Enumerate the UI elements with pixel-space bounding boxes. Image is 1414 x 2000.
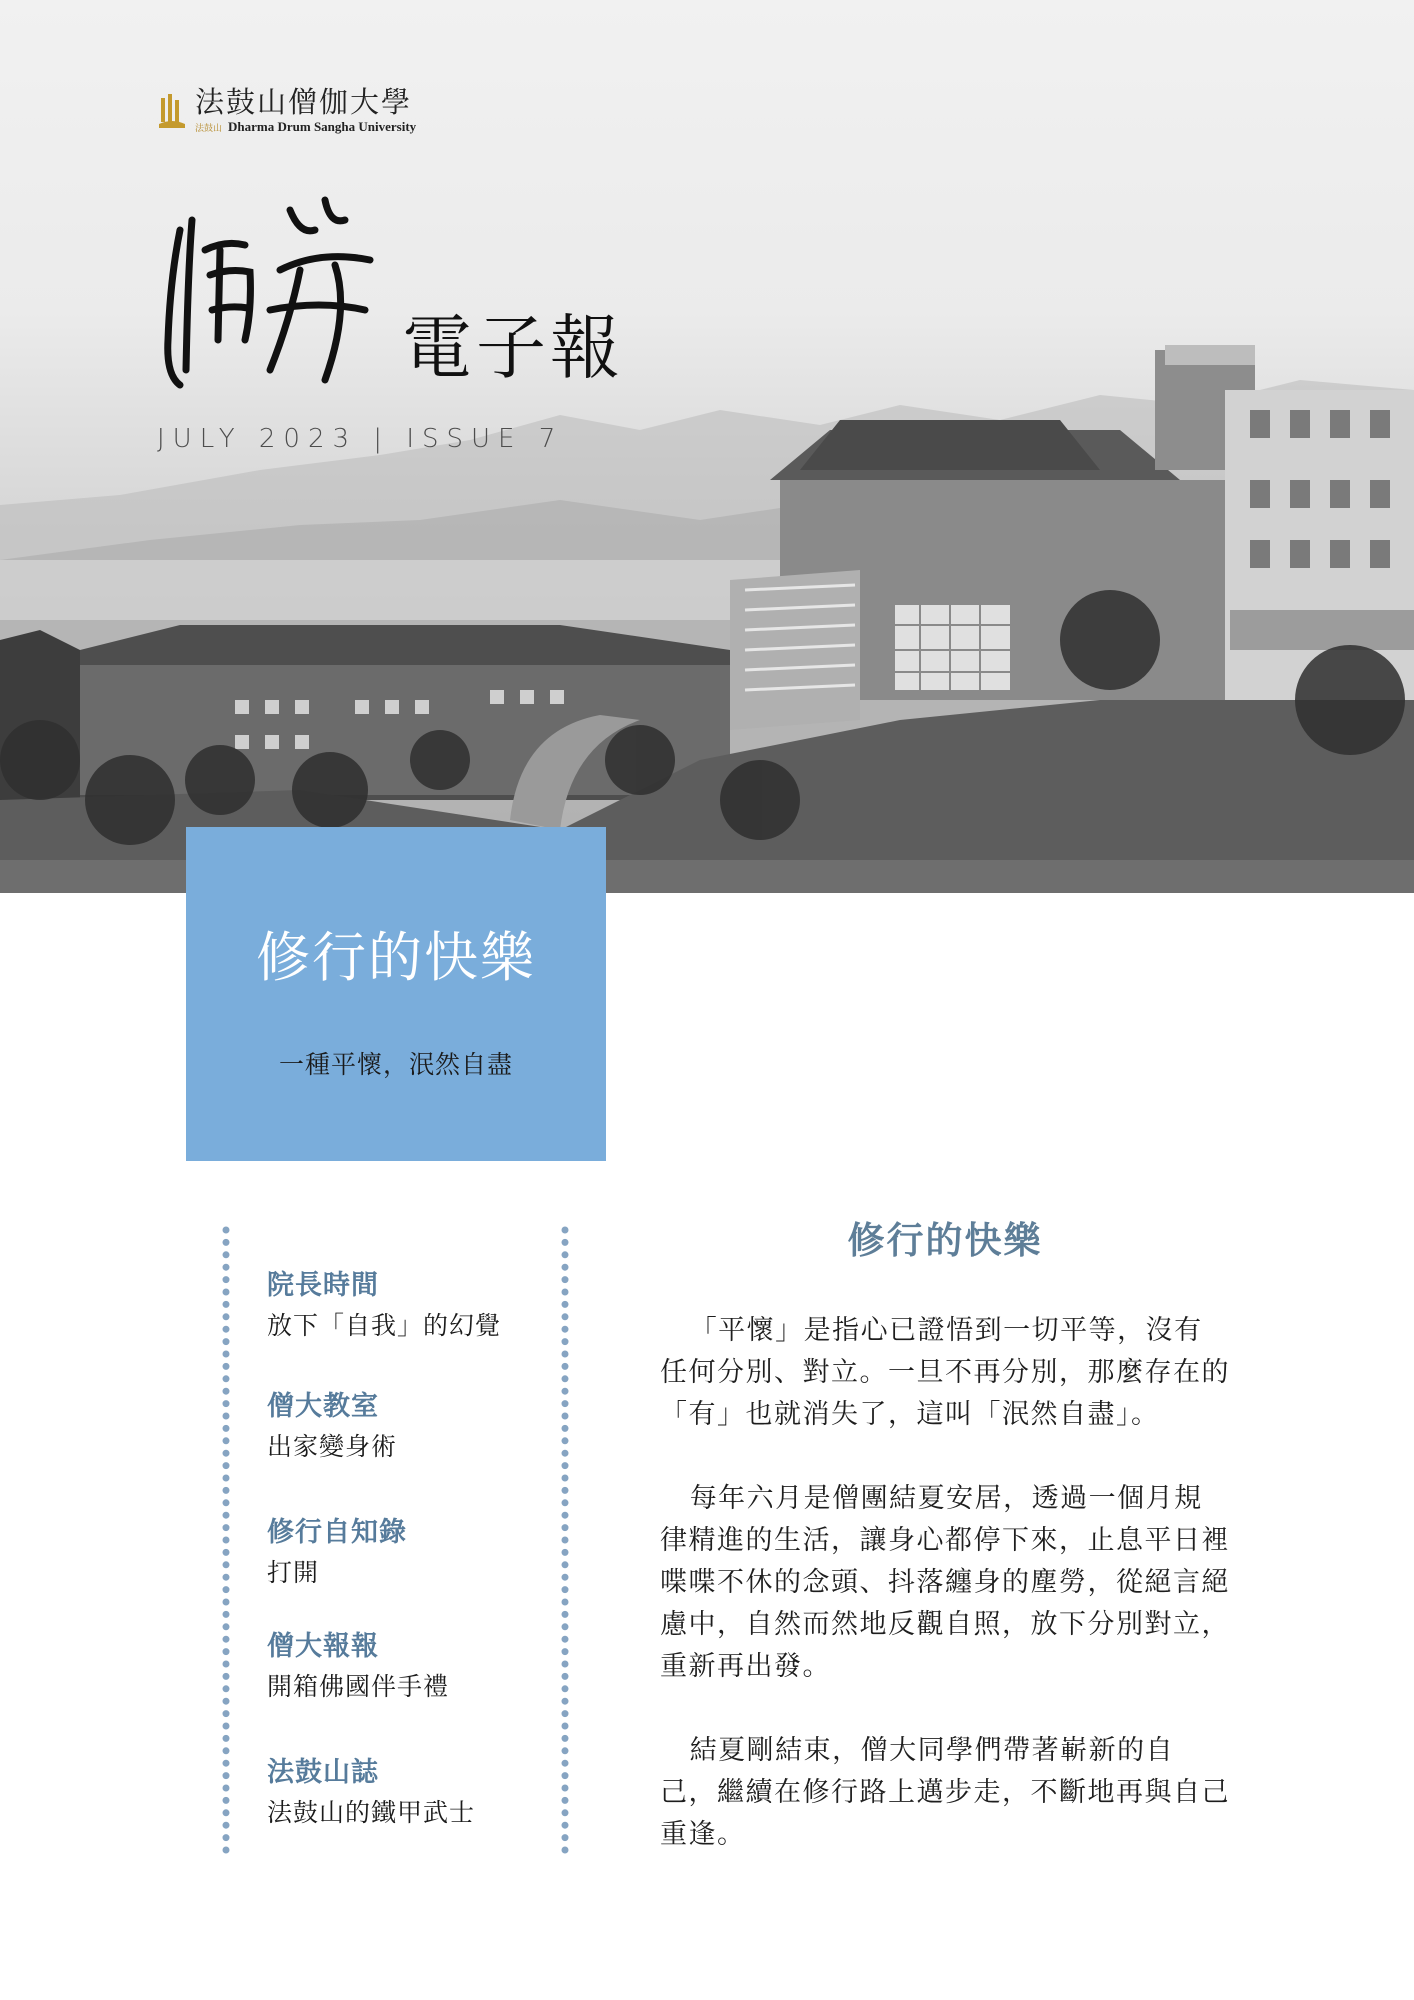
newsletter-title: 電子報	[402, 307, 624, 389]
toc-heading: 院長時間	[267, 1270, 379, 1301]
toc-item[interactable]	[267, 1268, 501, 1344]
feature-title: 修行的快樂	[256, 926, 536, 989]
toc-heading: 法鼓山誌	[267, 1757, 379, 1788]
logo-small-chinese: 法鼓山	[195, 123, 223, 134]
feature-subtitle: 一種平懷，泯然自盡	[278, 1050, 513, 1079]
feature-box	[186, 827, 606, 1161]
issue-line: JULY 2023 | ISSUE 7	[157, 424, 564, 454]
toc-heading: 修行自知錄	[267, 1517, 407, 1548]
university-logo	[157, 86, 416, 135]
toc-item[interactable]	[267, 1755, 475, 1831]
logo-chinese-name: 法鼓山僧伽大學	[195, 85, 413, 119]
article-body	[660, 1310, 1230, 1898]
toc-heading: 僧大教室	[267, 1391, 379, 1422]
article-paragraph: 「平懷」是指心已證悟到一切平等，沒有任何分別、對立。一旦不再分別，那麼存在的「有」也就消失了，這叫「泯然自盡」。	[660, 1315, 1230, 1430]
toc-description: 打開	[267, 1558, 320, 1587]
toc-dotted-line-right	[561, 1226, 569, 1858]
toc-item[interactable]	[267, 1629, 449, 1705]
toc-description: 開箱佛國伴手禮	[267, 1672, 450, 1701]
article-paragraph: 結夏剛結束，僧大同學們帶著嶄新的自己，繼續在修行路上邁步走，不斷地再與自己重逢。	[660, 1735, 1230, 1850]
toc-item[interactable]	[267, 1389, 397, 1465]
hero-photo	[0, 0, 1414, 893]
logo-english-name: Dharma Drum Sangha University	[228, 119, 417, 134]
toc-item[interactable]	[267, 1515, 407, 1591]
calligraphy-title	[150, 190, 380, 390]
article-paragraph: 每年六月是僧團結夏安居，透過一個月規律精進的生活，讓身心都停下來，止息平日裡喋喋不休的念頭、抖落纏身的塵勞，從絕言絕慮中，自然而然地反觀自照，放下分別對立，重新再出發。	[660, 1483, 1230, 1682]
toc-dotted-line-left	[222, 1226, 230, 1858]
toc-description: 放下「自我」的幻覺	[267, 1311, 502, 1340]
toc-description: 法鼓山的鐵甲武士	[267, 1798, 476, 1827]
logo-icon	[157, 92, 187, 130]
article-title: 修行的快樂	[847, 1219, 1043, 1262]
toc-heading: 僧大報報	[267, 1631, 379, 1662]
toc-description: 出家變身術	[267, 1432, 398, 1461]
